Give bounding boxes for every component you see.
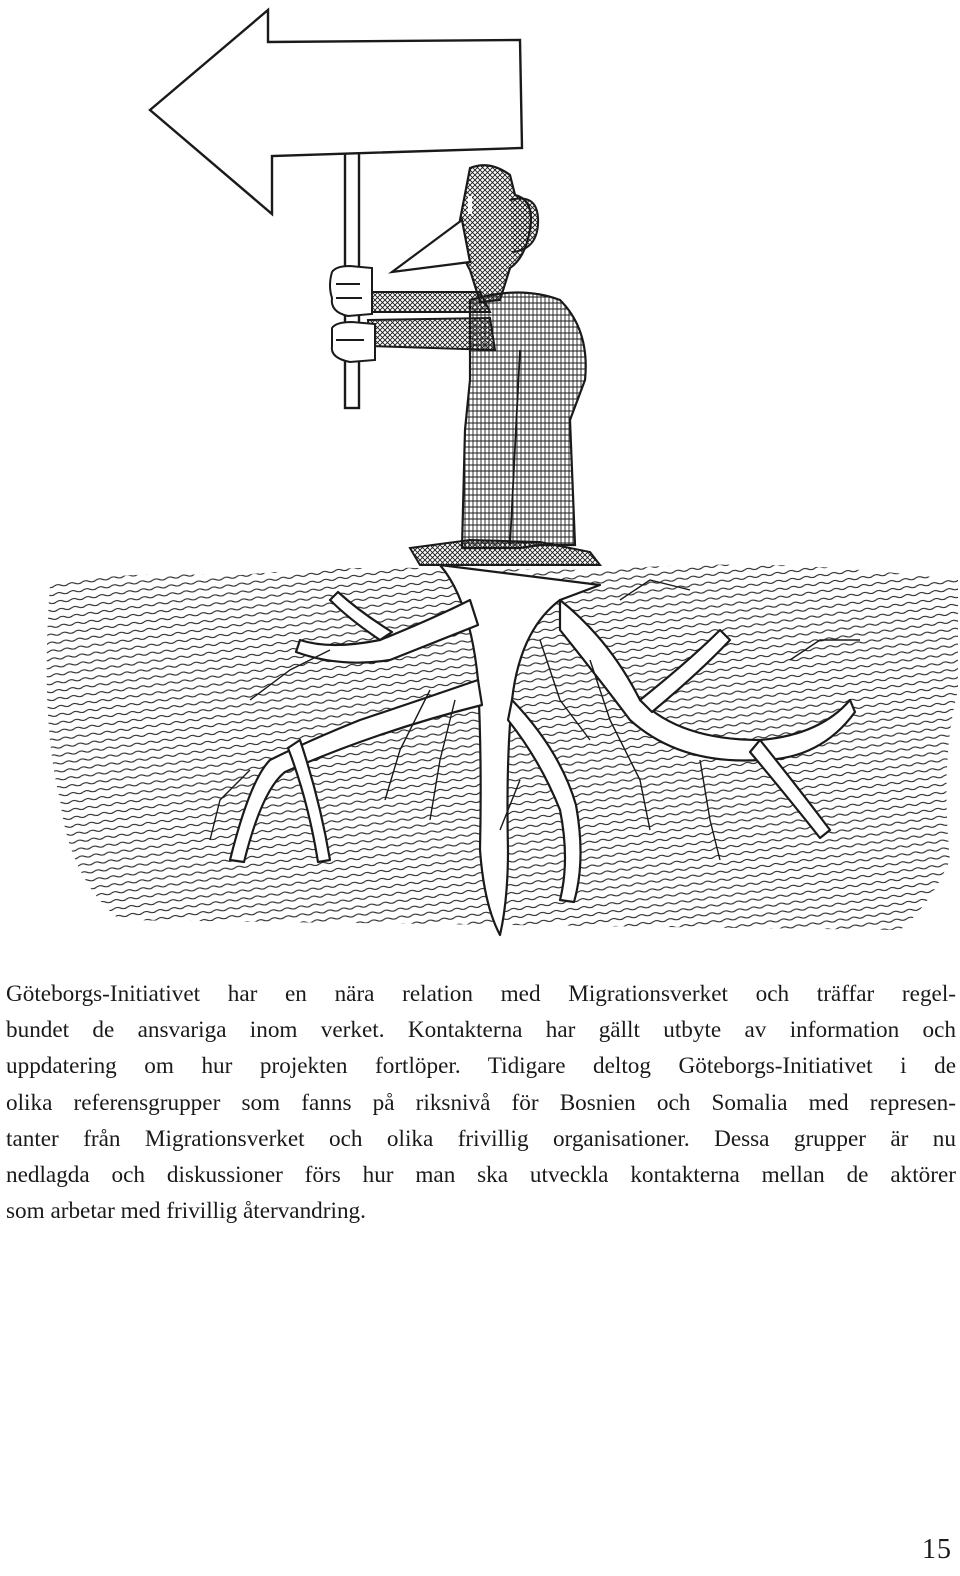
head <box>392 165 538 302</box>
arms <box>365 292 495 350</box>
paragraph-line: olika referensgrupper som fanns på riksnivå för Bosnien och Somalia med represen- <box>6 1089 956 1116</box>
paragraph-line: nedlagda och diskussioner förs hur man ska utveckla kontakterna mellan de aktörer <box>6 1162 956 1189</box>
paragraph-line: Göteborgs-Initiativet har en nära relation med Migrationsverket och träffar regel- <box>6 981 956 1007</box>
page-number: 15 <box>922 1534 952 1565</box>
paragraph-line: bundet de ansvariga inom verket. Kontakterna har gällt utbyte av information och <box>6 1017 956 1044</box>
body-paragraph <box>6 976 956 1229</box>
hands <box>330 266 375 362</box>
paragraph-line: som arbetar med frivillig återvandring. <box>6 1198 366 1225</box>
paragraph-line: uppdatering om hur projekten fortlöper. Tidigare deltog Göteborgs-Initiativet i de <box>6 1053 956 1080</box>
paragraph-line: tanter från Migrationsverket och olika frivillig organisationer. Dessa grupper är nu <box>6 1125 956 1152</box>
